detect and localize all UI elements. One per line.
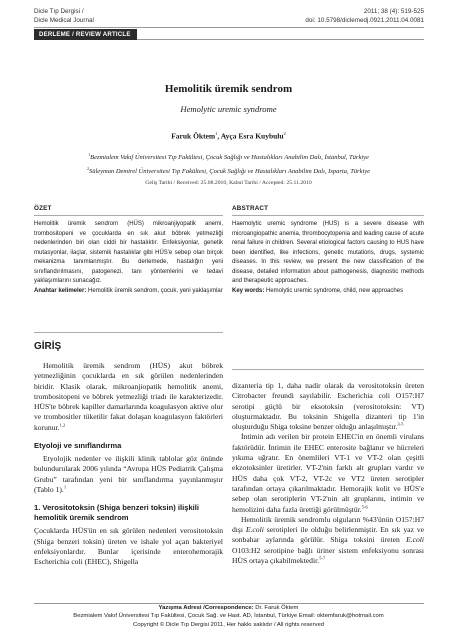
body-paragraph bbox=[232, 515, 424, 566]
abstract-keywords bbox=[232, 287, 424, 297]
paragraph-text: O103:H2 serotipine bağlı üriner sistem enfeksiyonu sonrası HÜS ortaya çıkabilmektedir. bbox=[232, 545, 424, 566]
ozet-section bbox=[34, 220, 223, 296]
correspondence-name: Dr. Faruk Öktem bbox=[253, 605, 299, 611]
citation-ref[interactable]: 1 bbox=[63, 484, 67, 490]
section-heading-etyoloji: Etyoloji ve sınıflandırma bbox=[34, 441, 122, 451]
article-title: Hemolitik üremik sendrom bbox=[164, 83, 293, 95]
copyright-notice: Copyright © Dicle Tıp Dergisi 2011, Her hakkı saklıdır / All rights reserved bbox=[132, 621, 325, 628]
abstract-heading: ABSTRACT bbox=[232, 205, 269, 212]
author-list bbox=[0, 131, 457, 141]
keywords-text: Hemolitik üremik sendrom, çocuk, yeni yaklaşımlar bbox=[86, 287, 223, 294]
body-paragraph bbox=[34, 454, 223, 495]
header-divider bbox=[34, 27, 424, 28]
paragraph-text: Hemolitik üremik sendromlu olguların %43'ünün O157:H7 dışı bbox=[232, 514, 424, 535]
citation-ref[interactable]: 1,2 bbox=[59, 422, 66, 428]
paragraph-text: Hemolitik üremik sendrom (HÜS) akut böbrek yetmezliğinin çocuklarda en sık görülen nedenlerinden biridir. Klasik olarak, mikroanjiopatik hemolitik anemi, trombositopeni ve böbrek yetmezliği triadı ile karakterizedir. HÜS'te böbrek kapiller damarlarında koagulasyon aktive olur ve trombositler tüketilir fakat dolaşan koagulasyon faktörleri korunur. bbox=[34, 361, 223, 432]
correspondence-line bbox=[0, 604, 457, 612]
affiliation-text: Bezmialem Vakıf Üniversitesi Tıp Fakültesi, Çocuk Sağlığı ve Hastalıkları Anabilim Dalı, İstanbul, Türkiye bbox=[90, 154, 369, 162]
affiliation-text: Süleyman Demirel Üniversitesi Tıp Fakültesi, Çocuk Sağlığı ve Hastalıkları Anabilim Dalı, Isparta, Türkiye bbox=[88, 168, 371, 176]
journal-header-left bbox=[34, 8, 94, 25]
journal-name-en: Dicle Medical Journal bbox=[34, 16, 94, 24]
affiliation-mark: 1 bbox=[88, 152, 91, 157]
journal-volume: 2011; 38 (4): 519-525 bbox=[363, 8, 424, 15]
author-name: Faruk Öktem bbox=[171, 131, 216, 141]
ozet-bottom-divider bbox=[34, 332, 223, 333]
abstract-bottom-divider bbox=[232, 369, 424, 370]
correspondence-address: Bezmialem Vakıf Üniversitesi Tıp Fakültesi, Çocuk Sağ. ve Hast. AD, İstanbul, Türkiye Email: oktemfaruk@hotmail.com bbox=[73, 613, 384, 620]
paragraph-text: dizanteria tip 1, daha nadir olarak da verositotoksin üreten Citrobacter freundi sayılabilir. Escherichia coli O157:H7 serotipi güçlü bir eksotoksin (verositotoksin: VT) oluşturmaktadır. Bu toksinin Shigella dizanteri tip 1'in oluşturduğu Shiga toksine benzer olduğu anlaşılmıştır. bbox=[232, 381, 424, 432]
author-name: Ayça Esra Kuybulu bbox=[220, 131, 284, 141]
article-dates: Geliş Tarihi / Received: 25.08.2010, Kabul Tarihi / Accepted: 25.11.2010 bbox=[145, 180, 312, 186]
species-name: E.coli bbox=[406, 535, 424, 545]
citation-ref[interactable]: 5-7 bbox=[319, 555, 326, 561]
correspondence-label: Yazışma Adresi /Correspondence: bbox=[158, 605, 254, 611]
journal-doi[interactable]: doi: 10.5798/diclemedj.0921.2011.04.0081 bbox=[305, 16, 424, 24]
paragraph-text: serotipleri ile olduğu belirlenmiştir. En sık yaz ve sonbahar aylarında görülür. Shiga toksini üreten bbox=[232, 525, 424, 545]
author-affil-mark: 1 bbox=[215, 131, 218, 136]
body-paragraph bbox=[232, 381, 424, 432]
keywords-text: Hemolytic uremic syndrome, child, new approaches bbox=[264, 287, 404, 294]
species-name: E.coli bbox=[245, 525, 264, 535]
citation-ref[interactable]: 5-6 bbox=[361, 504, 368, 510]
ozet-divider bbox=[34, 215, 223, 216]
abstract-divider bbox=[232, 215, 424, 216]
abstract-text: Haemolytic uremic syndrome (HUS) is a severe disease with microangiopathic anemia, thrombocytopenia and leading cause of acute renal failure in children. Several etiological factors causing to HUS have been identified, like infections, genetic mutations, drugs, systemic diseases. In this review, we present the new classification of the disease, detailed information about pathogenesis, diagnostic methods and therapeutic approaches. bbox=[232, 221, 424, 284]
paragraph-text: İntimin adı verilen bir protein EHEC'in en önemli virulans faktörüdür. İntimin ile EHEC enterosite bağlanır ve hücreleri yıkıma uğratır. En önemlileri VT-1 ve VT-2 olan çeşitli ekzotoksinler üretirler. VT-2'nin farklı alt grupları vardır ve HÜS daha çok VT-2, VT-2c ve VT2 üreten serotipler tarafından ortaya çıkarılmaktadır. Hemorajik kolit ve HÜS'e sebep olan serotiplerin VT-2'nin alt gruplarını, intimin ve hemolizini daha fazla ürettiği görülmüştür. bbox=[232, 432, 424, 514]
keywords-label: Anahtar kelimeler: bbox=[34, 287, 87, 294]
paragraph-text: Çocuklarda HÜS'ün en sık görülen nedenleri verositotoksin (Shiga benzeri toksin) üreten ve ishale yol açan bakteriyel enfeksiyonlardır. Bunlar içerisinde enterohemorajik Escherichia coli (EHEC), Shigella bbox=[34, 526, 223, 567]
author-separator: , bbox=[217, 131, 221, 141]
abstract-section bbox=[232, 220, 424, 296]
section-heading-verositotoksin: 1. Verositotoksin (Shiga benzeri toksin) ilişkili hemolitik üremik sendrom bbox=[34, 503, 199, 523]
article-subtitle: Hemolytic uremic syndrome bbox=[180, 104, 277, 114]
ozet-text: Hemolitik üremik sendrom (HÜS) mikroanjiyopatik anemi, trombositopeni ve çocuklarda en sık akut böbrek yetmezliği nedenlerinden biri olan ciddi bir hastalıktır. Enfeksiyonlar, genetik mutasyonlar, ilaçlar, sistemik hastalıklar gibi HÜS'e sebep olan birçok mekanizma tanımlanmıştır. Bu derlemede, hastalığın yeni sınıflandırılmasını, patogenezi, tanı yöntemlerini ve tedavi yaklaşımlarını sunacağız. bbox=[34, 221, 223, 284]
affiliation-mark: 2 bbox=[86, 166, 89, 171]
keywords-label: Key words: bbox=[232, 287, 265, 294]
citation-ref[interactable]: 3-5 bbox=[397, 421, 404, 427]
article-type-badge: DERLEME / REVIEW ARTICLE bbox=[34, 29, 137, 40]
author-affil-mark: 2 bbox=[283, 131, 286, 136]
affiliation bbox=[0, 166, 457, 175]
body-column-left bbox=[34, 341, 223, 567]
body-paragraph bbox=[34, 361, 223, 433]
ozet-keywords bbox=[34, 287, 223, 297]
ozet-heading: ÖZET bbox=[34, 205, 52, 212]
body-paragraph bbox=[34, 526, 223, 567]
body-column-right bbox=[232, 381, 424, 566]
journal-name-tr: Dicle Tıp Dergisi / bbox=[34, 8, 84, 15]
paragraph-text: Etyolojik nedenler ve ilişkili klinik tablolar göz önünde bulundurularak 2006 yılında “Avrupa HÜS Pediatrik Çalışma Grubu” tarafından yeni bir sınıflandırma yayınlanmıştır (Tablo 1). bbox=[34, 454, 223, 494]
section-heading-giris: GİRİŞ bbox=[34, 341, 62, 352]
page-footer bbox=[0, 604, 457, 629]
affiliation bbox=[0, 152, 457, 161]
body-paragraph bbox=[232, 432, 424, 514]
badge-divider bbox=[137, 39, 424, 40]
journal-header-right bbox=[305, 8, 424, 25]
